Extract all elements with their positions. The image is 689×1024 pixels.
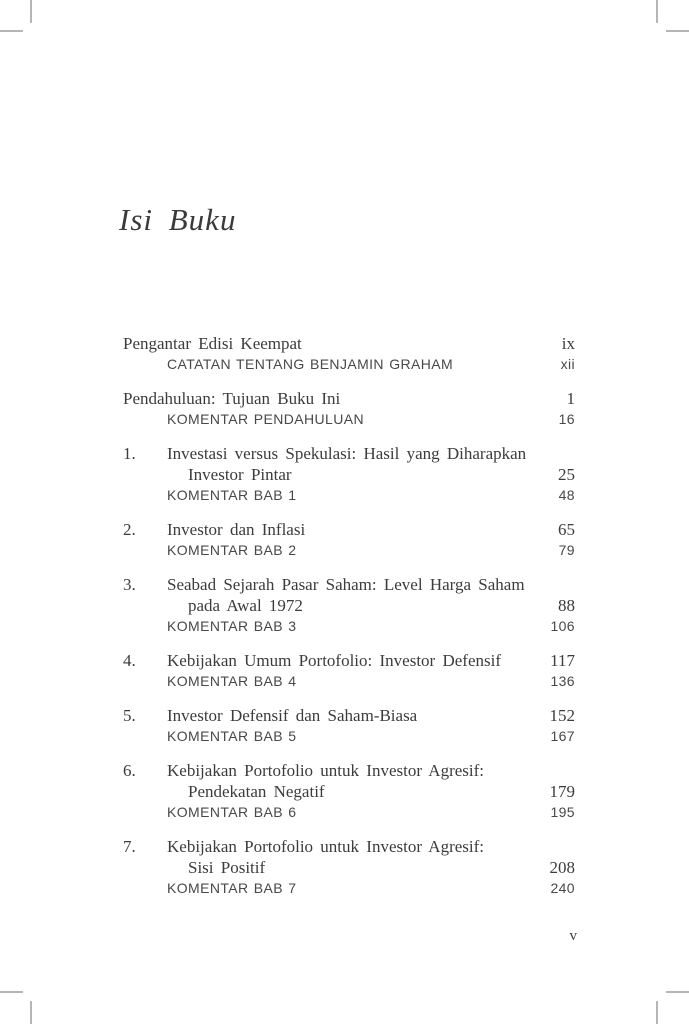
toc-chapter-number: 7. — [123, 837, 136, 856]
crop-mark-top-left-vertical — [30, 0, 32, 23]
crop-mark-bottom-right-horizontal — [666, 991, 689, 993]
toc-entry-label: Investor Defensif dan Saham-Biasa — [167, 706, 418, 725]
toc-comment-line — [123, 616, 575, 637]
toc-entry-label: Pengantar Edisi Keempat — [123, 334, 302, 353]
toc-chapter-number: 5. — [123, 706, 136, 725]
toc-entry-label-wrap: pada Awal 1972 — [188, 596, 303, 615]
toc-comment-page-number: 106 — [550, 618, 575, 634]
toc-entry-chapter-3 — [123, 574, 575, 595]
toc-entry-preface — [123, 333, 575, 354]
crop-mark-bottom-right-vertical — [656, 1001, 658, 1024]
crop-mark-bottom-left-vertical — [30, 1001, 32, 1024]
toc-entry-page-number: 88 — [558, 596, 575, 615]
toc-comment-page-number: 167 — [550, 728, 575, 744]
toc-entry-continuation — [123, 857, 575, 878]
toc-comment-line — [123, 409, 575, 430]
toc-comment-line — [123, 726, 575, 747]
toc-comment-page-number: xii — [560, 356, 575, 372]
toc-comment-label: KOMENTAR BAB 3 — [167, 618, 297, 634]
toc-chapter-number: 1. — [123, 444, 136, 463]
toc-entry-label: Kebijakan Umum Portofolio: Investor Defensif — [167, 651, 501, 670]
toc-comment-label: KOMENTAR BAB 7 — [167, 880, 297, 896]
toc-comment-line — [123, 540, 575, 561]
toc-comment-label: KOMENTAR BAB 4 — [167, 673, 297, 689]
toc-entry-label: Investasi versus Spekulasi: Hasil yang Diharapkan — [167, 444, 527, 463]
toc-comment-page-number: 16 — [558, 411, 575, 427]
crop-mark-top-left-horizontal — [0, 30, 23, 32]
toc-entry-label-wrap: Sisi Positif — [188, 858, 266, 877]
toc-chapter-number: 2. — [123, 520, 136, 539]
crop-mark-top-right-horizontal — [666, 30, 689, 32]
toc-entry-chapter-5 — [123, 705, 575, 726]
toc-entry-label: Investor dan Inflasi — [167, 520, 306, 539]
toc-comment-label: KOMENTAR BAB 6 — [167, 804, 297, 820]
toc-comment-page-number: 136 — [550, 673, 575, 689]
table-of-contents — [123, 333, 575, 899]
toc-entry-chapter-7 — [123, 836, 575, 857]
crop-mark-top-right-vertical — [656, 0, 658, 23]
toc-comment-label: KOMENTAR BAB 5 — [167, 728, 297, 744]
toc-entry-label: Seabad Sejarah Pasar Saham: Level Harga Saham — [167, 575, 525, 594]
toc-entry-page-number: 152 — [549, 706, 575, 725]
toc-comment-page-number: 240 — [550, 880, 575, 896]
toc-comment-line — [123, 485, 575, 506]
toc-entry-chapter-4 — [123, 650, 575, 671]
toc-chapter-number: 6. — [123, 761, 136, 780]
toc-entry-introduction — [123, 388, 575, 409]
toc-comment-page-number: 48 — [558, 487, 575, 503]
toc-comment-label: KOMENTAR BAB 1 — [167, 487, 297, 503]
toc-entry-chapter-2 — [123, 519, 575, 540]
toc-entry-page-number: 208 — [549, 858, 575, 877]
toc-comment-line — [123, 878, 575, 899]
toc-entry-page-number: ix — [561, 334, 575, 353]
toc-entry-label: Pendahuluan: Tujuan Buku Ini — [123, 389, 341, 408]
toc-entry-continuation — [123, 464, 575, 485]
toc-comment-line — [123, 802, 575, 823]
toc-entry-chapter-6 — [123, 760, 575, 781]
toc-comment-line — [123, 671, 575, 692]
toc-entry-page-number: 1 — [566, 389, 575, 408]
toc-comment-page-number: 195 — [550, 804, 575, 820]
toc-entry-page-number: 117 — [550, 651, 575, 670]
toc-entry-label: Kebijakan Portofolio untuk Investor Agresif: — [167, 837, 485, 856]
crop-mark-bottom-left-horizontal — [0, 991, 23, 993]
toc-entry-page-number: 179 — [549, 782, 575, 801]
toc-entry-label-wrap: Pendekatan Negatif — [188, 782, 325, 801]
toc-entry-label: Kebijakan Portofolio untuk Investor Agresif: — [167, 761, 485, 780]
toc-entry-continuation — [123, 595, 575, 616]
toc-chapter-number: 3. — [123, 575, 136, 594]
toc-entry-label-wrap: Investor Pintar — [188, 465, 292, 484]
toc-comment-label: KOMENTAR BAB 2 — [167, 542, 297, 558]
folio-page-number: v — [569, 928, 577, 944]
page-title: Isi Buku — [119, 202, 237, 237]
toc-comment-label: KOMENTAR PENDAHULUAN — [167, 411, 364, 427]
toc-entry-continuation — [123, 781, 575, 802]
toc-comment-label: CATATAN TENTANG BENJAMIN GRAHAM — [167, 356, 454, 372]
toc-comment-line — [123, 354, 575, 375]
toc-entry-page-number: 65 — [558, 520, 575, 539]
toc-chapter-number: 4. — [123, 651, 136, 670]
toc-entry-page-number: 25 — [558, 465, 575, 484]
toc-entry-chapter-1 — [123, 443, 575, 464]
toc-comment-page-number: 79 — [558, 542, 575, 558]
